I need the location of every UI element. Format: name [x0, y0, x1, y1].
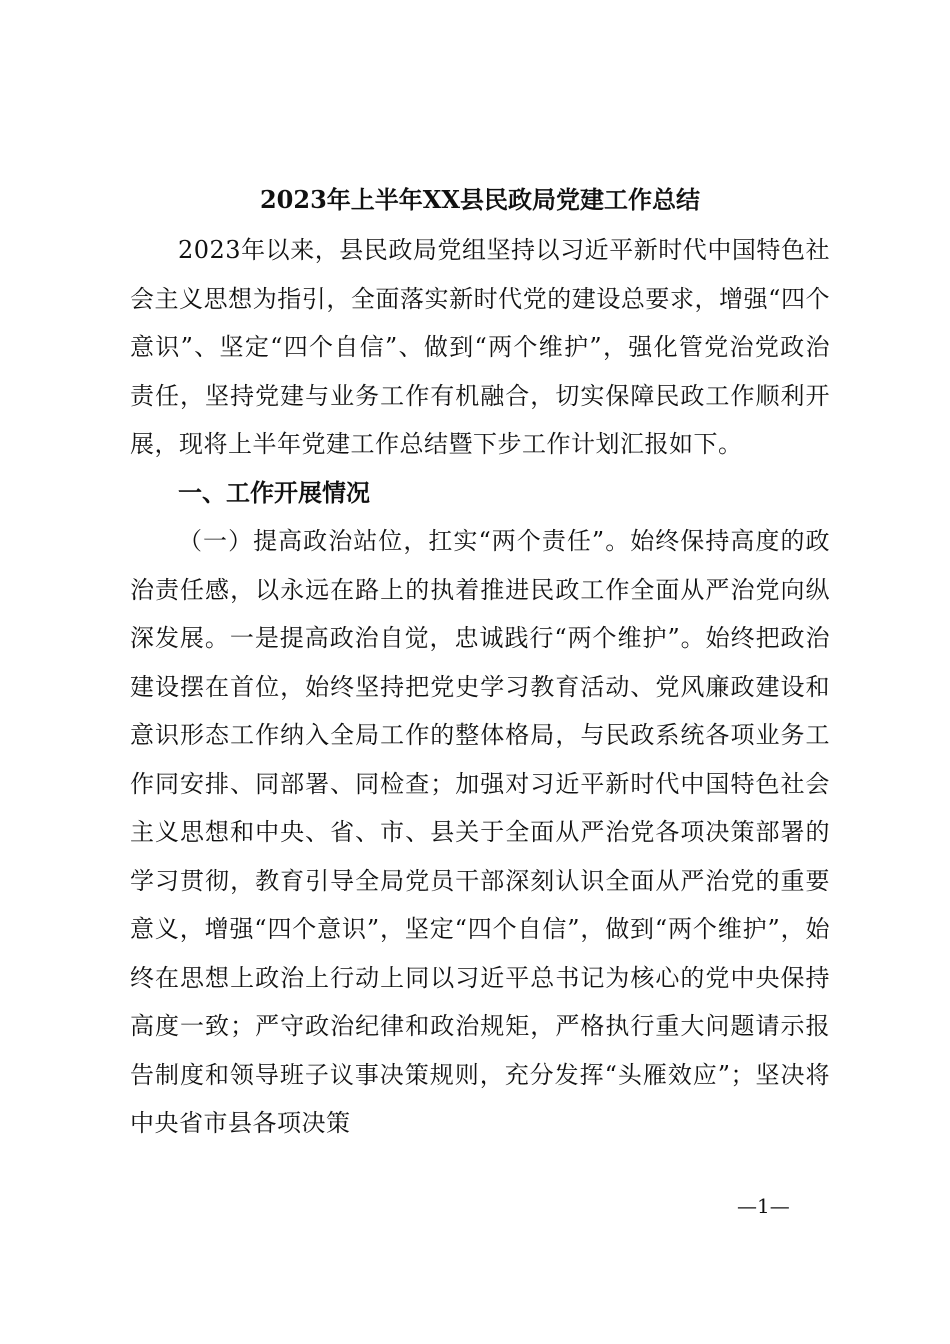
document-body	[130, 180, 830, 1148]
document-title: 2023年上半年XX县民政局党建工作总结	[259, 185, 701, 214]
intro-paragraph: 2023年以来，县民政局党组坚持以习近平新时代中国特色社会主义思想为指引，全面落实新时代党的建设总要求，增强“四个意识”、坚定“四个自信”、做到“两个维护”，强化管党治党政治责任，坚持党建与业务工作有机融合，切实保障民政工作顺利开展，现将上半年党建工作总结暨下步工作计划汇报如下。	[130, 236, 830, 458]
page-number: —1—	[737, 1194, 790, 1218]
section-paragraph	[130, 517, 830, 1148]
subsection-lead: （一）提高政治站位，扛实“两个责任”。	[178, 527, 631, 555]
section-heading: 一、工作开展情况	[178, 478, 370, 507]
subsection-body: 始终保持高度的政治责任感，以永远在路上的执着推进民政工作全面从严治党向纵深发展。一是提高政治自觉，忠诚践行“两个维护”。始终把政治建设摆在首位，始终坚持把党史学习教育活动、党风廉政建设和意识形态工作纳入全局工作的整体格局，与民政系统各项业务工作同安排、同部署、同检查；加强对习近平新时代中国特色社会主义思想和中央、省、市、县关于全面从严治党各项决策部署的学习贯彻，教育引导全局党员干部深刻认识全面从严治党的重要意义，增强“四个意识”，坚定“四个自信”，做到“两个维护”，始终在思想上政治上行动上同以习近平总书记为核心的党中央保持高度一致；严守政治纪律和政治规矩，严格执行重大问题请示报告制度和领导班子议事决策规则，充分发挥“头雁效应”；坚决将中央省市县各项决策	[130, 527, 830, 1137]
